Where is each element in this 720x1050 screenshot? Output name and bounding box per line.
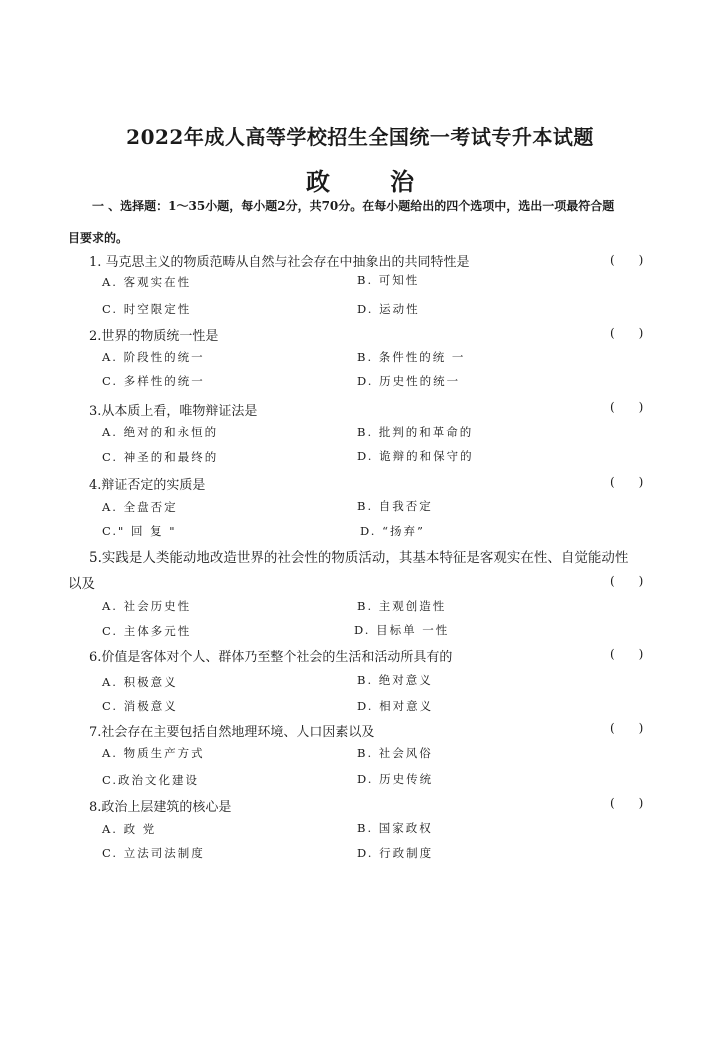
instructions-line-1: 一 、选择题：1～35小题，每小题2分，共70分。在每小题给出的四个选项中，选出一项最符合题 (92, 199, 615, 213)
question-1-option-c: C. 时空限定性 (102, 302, 192, 316)
question-7-option-a: A. 物质生产方式 (102, 746, 205, 760)
question-2-option-b: B. 条件性的统 一 (357, 350, 466, 364)
question-6-stem: 6.价值是客体对个人、群体乃至整个社会的生活和活动所具有的 (89, 650, 453, 665)
question-5-option-d: D. 目标单 一性 (354, 623, 450, 637)
question-4-option-a: A. 全盘否定 (102, 500, 178, 514)
question-2-option-d: D. 历史性的统一 (357, 374, 461, 388)
subject-title: 政 治 (306, 167, 432, 196)
question-1-option-a: A. 客观实在性 (102, 275, 192, 289)
question-8-option-a: A. 政 党 (102, 822, 157, 836)
question-8-stem: 8.政治上层建筑的核心是 (89, 800, 232, 815)
instructions-line-2: 目要求的。 (68, 231, 129, 245)
question-1-answer-blank: ( ) (610, 253, 644, 267)
question-2-option-c: C. 多样性的统一 (102, 374, 205, 388)
question-8-option-b: B. 国家政权 (357, 821, 433, 835)
question-3-option-d: D. 诡辩的和保守的 (357, 449, 474, 463)
question-6-option-b: B. 绝对意义 (357, 673, 433, 687)
question-3-answer-blank: ( ) (610, 400, 644, 414)
question-1-option-d: D. 运动性 (357, 302, 420, 316)
question-4-answer-blank: ( ) (610, 475, 644, 489)
question-8-answer-blank: ( ) (610, 796, 644, 810)
question-6-option-a: A. 积极意义 (102, 675, 178, 689)
question-5-stem: 5.实践是人类能动地改造世界的社会性的物质活动，其基本特征是客观实在性、自觉能动性 (89, 550, 629, 566)
question-7-answer-blank: ( ) (610, 721, 644, 735)
question-2-stem: 2.世界的物质统一性是 (89, 329, 219, 344)
question-8-option-c: C. 立法司法制度 (102, 846, 205, 860)
question-8-option-d: D. 行政制度 (357, 846, 434, 860)
question-7-option-c: C.政治文化建设 (102, 773, 200, 787)
question-5-option-b: B. 主观创造性 (357, 599, 447, 613)
question-7-option-d: D. 历史传统 (357, 772, 434, 786)
question-4-stem: 4.辩证否定的实质是 (89, 478, 206, 493)
question-5-option-c: C. 主体多元性 (102, 624, 192, 638)
question-7-option-b: B. 社会风俗 (357, 746, 433, 760)
question-4-option-d: D. “扬弃” (360, 524, 425, 538)
question-5-answer-blank: ( ) (610, 574, 644, 588)
exam-title: 2022年成人高等学校招生全国统一考试专升本试题 (126, 125, 594, 149)
question-6-answer-blank: ( ) (610, 647, 644, 661)
question-1-stem: 1. 马克思主义的物质范畴从自然与社会存在中抽象出的共同特性是 (89, 255, 470, 270)
question-7-stem: 7.社会存在主要包括自然地理环境、人口因素以及 (89, 725, 375, 740)
question-3-option-a: A. 绝对的和永恒的 (102, 425, 219, 439)
question-2-option-a: A. 阶段性的统一 (102, 350, 205, 364)
question-3-option-b: B. 批判的和革命的 (357, 425, 474, 439)
question-5-stem-continued: 以及 (68, 576, 95, 592)
question-3-stem: 3.从本质上看，唯物辩证法是 (89, 404, 258, 419)
question-6-option-c: C. 消极意义 (102, 699, 178, 713)
question-6-option-d: D. 相对意义 (357, 699, 434, 713)
question-1-option-b: B. 可知性 (357, 273, 420, 287)
question-3-option-c: C. 神圣的和最终的 (102, 450, 219, 464)
question-4-option-b: B. 自我否定 (357, 499, 433, 513)
question-4-option-c: C." 回 复 " (102, 524, 177, 538)
question-5-option-a: A. 社会历史性 (102, 599, 192, 613)
question-2-answer-blank: ( ) (610, 326, 644, 340)
